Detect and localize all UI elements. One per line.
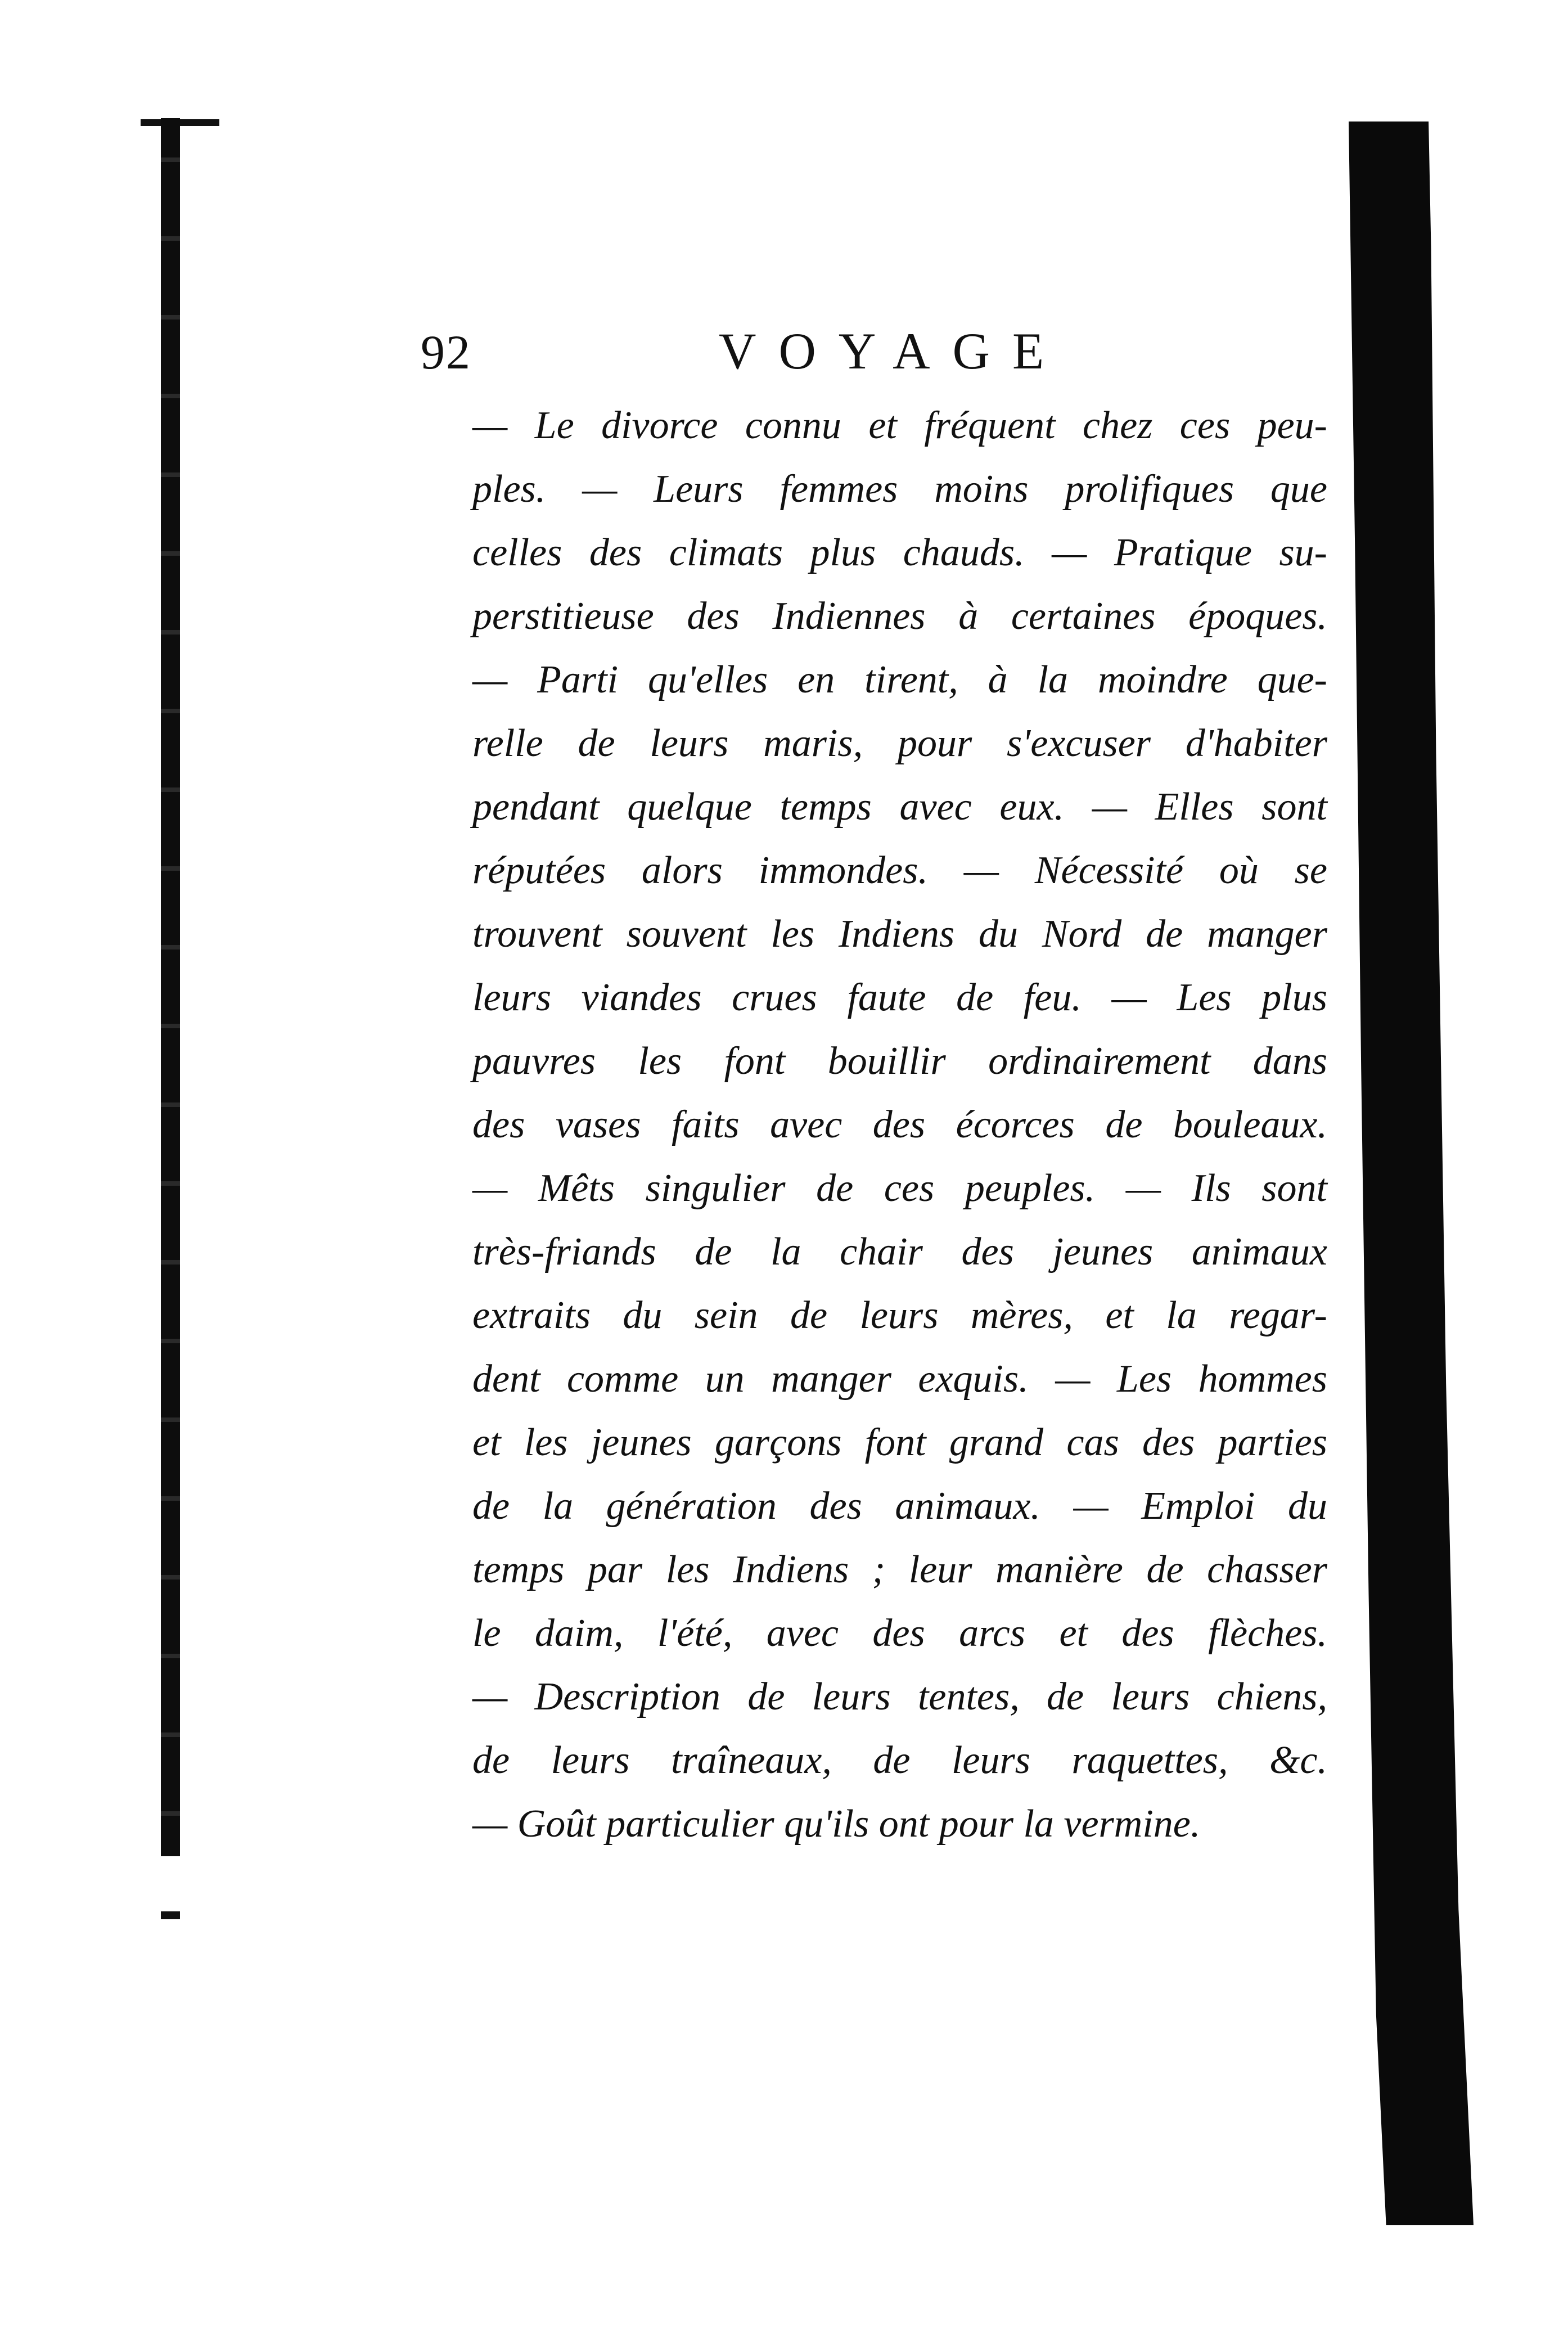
- right-page-edge-shadow: [1349, 122, 1474, 2225]
- text-line: — Le divorce connu et fréquent chez ces peu-: [472, 404, 1327, 447]
- text-line: perstitieuse des Indiennes à certaines époques.: [472, 595, 1327, 638]
- binding-edge-cap: [141, 119, 219, 126]
- text-line: de leurs traîneaux, de leurs raquettes, &c.: [472, 1739, 1327, 1782]
- text-line: trouvent souvent les Indiens du Nord de manger: [472, 912, 1327, 956]
- binding-edge-tick: [161, 1911, 180, 1919]
- left-binding-shadow: [161, 118, 180, 1856]
- running-title: VOYAGE: [719, 322, 1067, 380]
- text-line: celles des climats plus chauds. — Pratique su-: [472, 531, 1327, 574]
- page-header: [421, 318, 1096, 392]
- text-line: dent comme un manger exquis. — Les hommes: [472, 1357, 1327, 1401]
- page-number: 92: [421, 325, 471, 379]
- text-line: de la génération des animaux. — Emploi du: [472, 1484, 1327, 1528]
- text-line: — Parti qu'elles en tirent, à la moindre que-: [472, 658, 1327, 701]
- text-line: — Goût particulier qu'ils ont pour la vermine.: [472, 1802, 1201, 1846]
- text-line: ples. — Leurs femmes moins prolifiques que: [472, 467, 1327, 511]
- text-line: des vases faits avec des écorces de bouleaux.: [472, 1103, 1327, 1146]
- text-line: leurs viandes crues faute de feu. — Les plus: [472, 976, 1327, 1019]
- text-line: — Mêts singulier de ces peuples. — Ils sont: [472, 1167, 1327, 1210]
- text-line: temps par les Indiens ; leur manière de chasser: [472, 1548, 1327, 1591]
- text-line: le daim, l'été, avec des arcs et des flèches.: [472, 1612, 1327, 1655]
- text-line: pendant quelque temps avec eux. — Elles sont: [472, 785, 1327, 829]
- text-line: extraits du sein de leurs mères, et la regar-: [472, 1294, 1327, 1337]
- text-line: très-friands de la chair des jeunes animaux: [472, 1230, 1327, 1274]
- text-line: relle de leurs maris, pour s'excuser d'habiter: [472, 722, 1327, 765]
- text-line: — Description de leurs tentes, de leurs chiens,: [472, 1675, 1327, 1718]
- text-line: pauvres les font bouillir ordinairement dans: [472, 1040, 1327, 1083]
- chapter-summary: [472, 394, 1327, 1856]
- text-line: réputées alors immondes. — Nécessité où se: [472, 849, 1327, 892]
- text-line: et les jeunes garçons font grand cas des parties: [472, 1421, 1327, 1464]
